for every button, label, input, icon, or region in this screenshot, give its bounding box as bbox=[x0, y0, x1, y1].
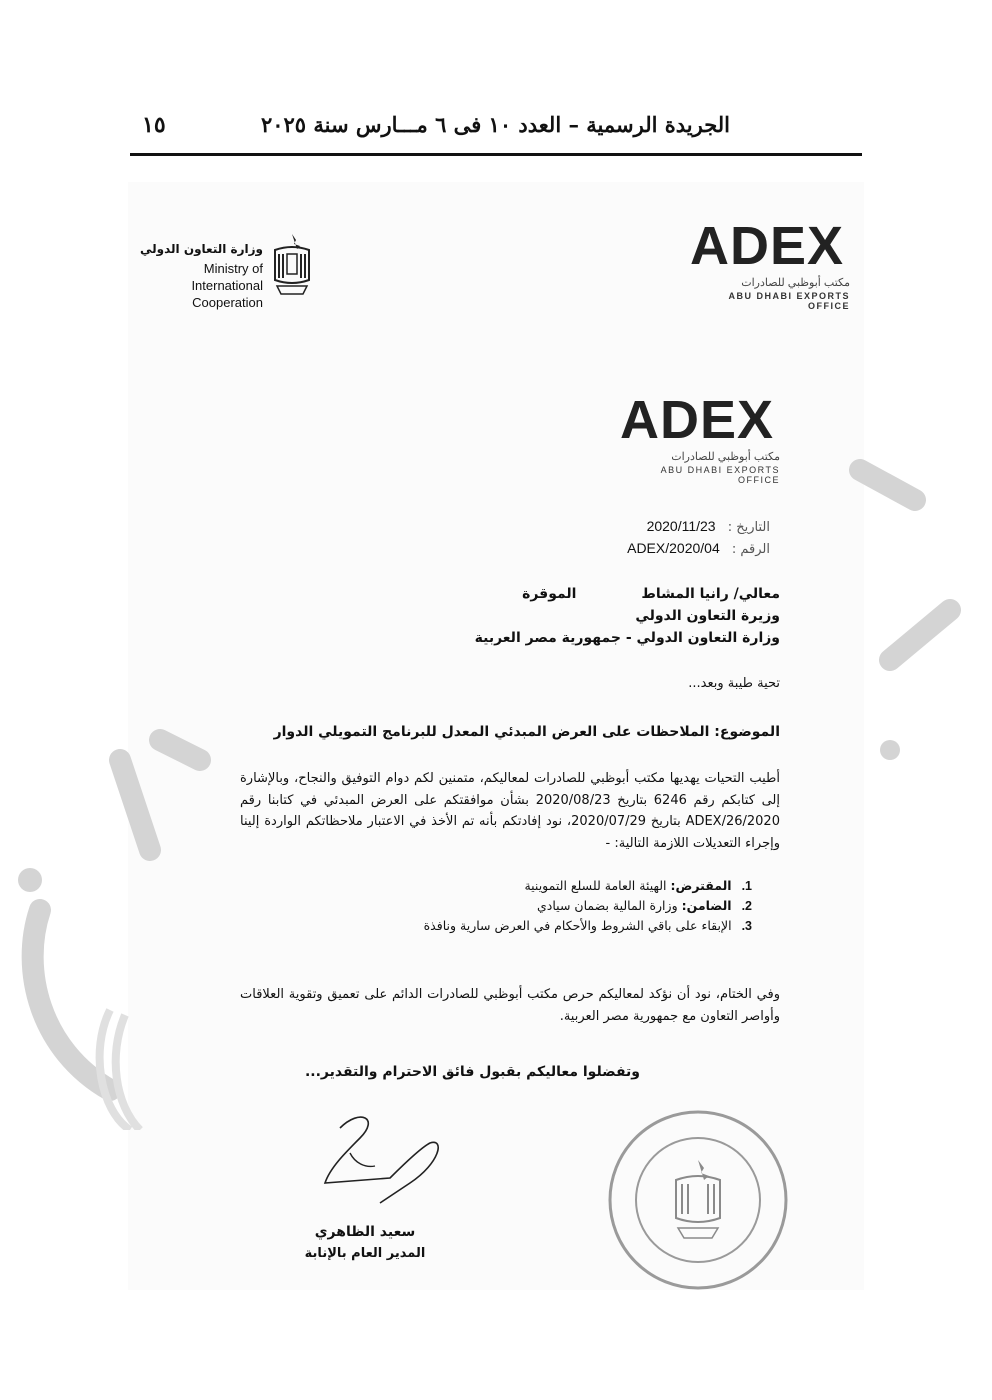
body-paragraph: أطيب التحيات يهديها مكتب أبوظبي للصادرات لمعاليكم، متمنين لكم دوام التوفيق والنجاح، وبالإشارة إلى كتابكم رقم 6246 بتاريخ 2020/08/23 بشأن موافقتكم على العرض المبدئي في كتابنا رقم ADEX/26/2020 بتاريخ 2020/07/29، نود إفادتكم بأنه تم الأخذ في الاعتبار ملاحظاتكم الواردة إلينا وإجراء التعديلات اللازمة التالية: - bbox=[240, 771, 780, 851]
addressee-org: وزارة التعاون الدولي - جمهورية مصر العربية bbox=[474, 630, 780, 646]
closing-paragraph: وفي الختام، نود أن نؤكد لمعاليكم حرص مكتب أبوظبي للصادرات الدائم على تعميق وتقوية العلاقات وأواصر التعاون مع جمهورية مصر العربية. bbox=[240, 987, 780, 1024]
ministry-name-en-line1: Ministry of International bbox=[191, 261, 263, 293]
adex-name-ar: مكتب أبوظبي للصادرات bbox=[741, 277, 850, 289]
list-item-text: الإبقاء على باقي الشروط والأحكام في العرض سارية ونافذة bbox=[423, 918, 732, 933]
ministry-name-ar: وزارة التعاون الدولي bbox=[140, 242, 263, 256]
list-item-term: المقترض: bbox=[670, 878, 732, 893]
list-item bbox=[400, 916, 752, 936]
date-value: 2020/11/23 bbox=[646, 518, 716, 534]
date-label: التاريخ : bbox=[727, 520, 770, 535]
addressee-title: وزيرة التعاون الدولي bbox=[635, 608, 780, 624]
signature-graphic bbox=[300, 1108, 460, 1218]
addressee-name: معالي/ رانيا المشاط bbox=[641, 586, 780, 602]
signer-name: سعيد الظاهري bbox=[314, 1224, 416, 1240]
list-item-text: وزارة المالية بضمان سيادي bbox=[537, 898, 678, 913]
adex-wordmark: ADEX bbox=[620, 390, 775, 450]
addressee-line bbox=[480, 586, 780, 602]
greeting: تحية طيبة وبعد... bbox=[688, 676, 780, 691]
ref-label: الرقم : bbox=[731, 542, 770, 557]
letter-date bbox=[560, 518, 770, 535]
adex-name-ar: مكتب أبوظبي للصادرات bbox=[671, 451, 780, 463]
ministry-header bbox=[138, 230, 318, 310]
adex-logo-top bbox=[690, 218, 850, 311]
list-item bbox=[400, 896, 752, 916]
list-item bbox=[400, 876, 752, 896]
ref-value: ADEX/2020/04 bbox=[627, 540, 720, 556]
header-rule bbox=[130, 153, 862, 156]
ministry-name-en-line2: Cooperation bbox=[192, 295, 263, 310]
adex-logo-letterhead bbox=[620, 392, 780, 485]
letter-reference bbox=[560, 540, 770, 557]
list-item-number: 2. bbox=[741, 899, 752, 913]
subject-line: الموضوع: الملاحظات على العرض المبدئي المعدل للبرنامج التمويلي الدوار bbox=[273, 724, 780, 740]
adex-name-en: ABU DHABI EXPORTS OFFICE bbox=[660, 465, 780, 485]
page-number: ١٥ bbox=[142, 112, 166, 138]
ministry-name-en bbox=[138, 260, 263, 311]
list-item-term: الضامن: bbox=[681, 898, 732, 913]
regards-line: وتفضلوا معاليكم بقبول فائق الاحترام والتقدير... bbox=[304, 1064, 640, 1080]
list-item-number: 1. bbox=[741, 879, 752, 893]
amendments-list bbox=[400, 876, 752, 936]
signer-title: المدير العام بالإنابة bbox=[304, 1246, 426, 1261]
adex-wordmark: ADEX bbox=[690, 216, 845, 276]
adex-name-en: ABU DHABI EXPORTS OFFICE bbox=[728, 291, 850, 311]
list-item-text: الهيئة العامة للسلع التموينية bbox=[524, 878, 667, 893]
addressee-honorific: الموقرة bbox=[522, 586, 577, 602]
egypt-eagle-icon bbox=[271, 230, 313, 302]
official-seal-icon bbox=[598, 1100, 798, 1290]
gazette-title: الجريدة الرسمية – العدد ١٠ فى ٦ مـــارس سنة ٢٠٢٥ bbox=[260, 112, 730, 137]
list-item-number: 3. bbox=[741, 919, 752, 933]
